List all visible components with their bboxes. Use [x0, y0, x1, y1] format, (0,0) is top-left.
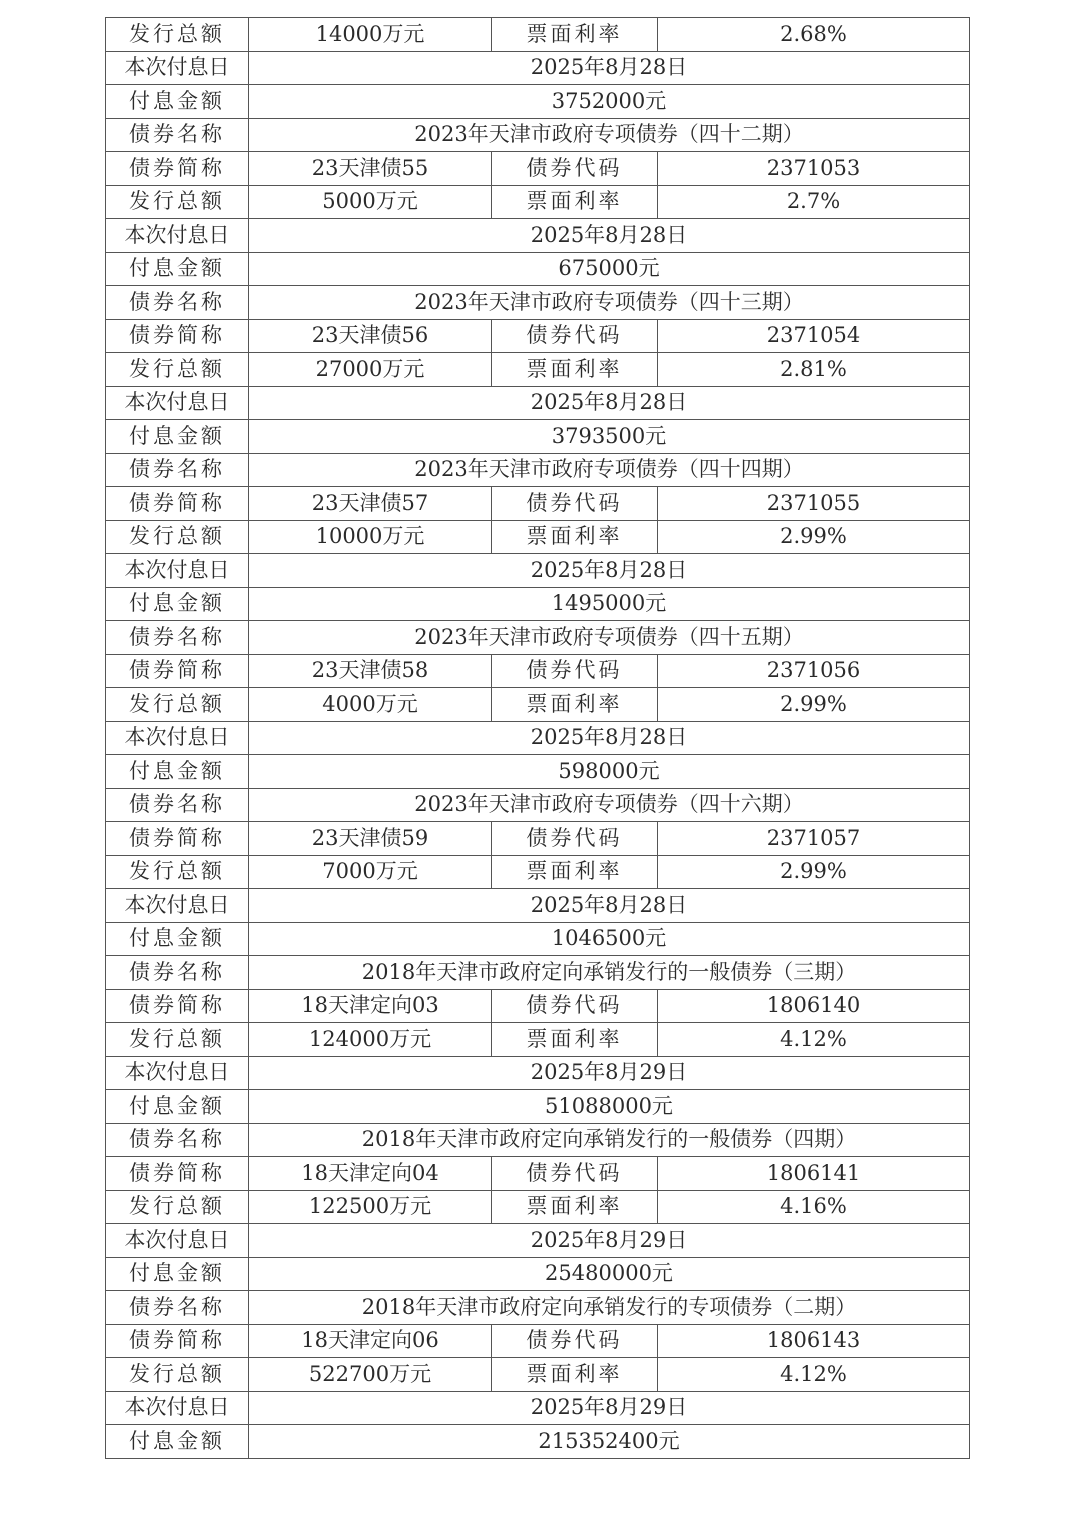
label-name: 债券名称: [106, 118, 249, 152]
label-payment: 付息金额: [106, 1090, 249, 1124]
bond-amount: 10000万元: [249, 520, 492, 554]
label-date: 本次付息日: [106, 219, 249, 253]
table-row-date: [106, 1224, 970, 1258]
table-row-date: [106, 889, 970, 923]
table-row-name: [106, 453, 970, 487]
bond-name: 2018年天津市政府定向承销发行的专项债券（二期）: [249, 1291, 970, 1325]
bond-name: 2023年天津市政府专项债券（四十二期）: [249, 118, 970, 152]
bond-short-name: 18天津定向06: [249, 1324, 492, 1358]
label-rate: 票面利率: [492, 1023, 658, 1057]
table-row-amount: [106, 185, 970, 219]
bond-code: 2371055: [658, 487, 970, 521]
label-date: 本次付息日: [106, 1224, 249, 1258]
table-row-payment: [106, 252, 970, 286]
label-amount: 发行总额: [106, 18, 249, 52]
table-row-name: [106, 621, 970, 655]
table-row-short: [106, 654, 970, 688]
bond-short-name: 23天津债55: [249, 152, 492, 186]
label-name: 债券名称: [106, 621, 249, 655]
table-row-short: [106, 319, 970, 353]
label-rate: 票面利率: [492, 1190, 658, 1224]
table-row-amount: [106, 855, 970, 889]
label-payment: 付息金额: [106, 1425, 249, 1459]
label-rate: 票面利率: [492, 353, 658, 387]
bond-short-name: 23天津债58: [249, 654, 492, 688]
label-payment: 付息金额: [106, 420, 249, 454]
table-row-short: [106, 822, 970, 856]
bond-code: 2371056: [658, 654, 970, 688]
table-row-short: [106, 152, 970, 186]
table-row-date: [106, 1391, 970, 1425]
label-date: 本次付息日: [106, 51, 249, 85]
bond-name: 2023年天津市政府专项债券（四十六期）: [249, 788, 970, 822]
bond-payment: 3793500元: [249, 420, 970, 454]
table-row-payment: [106, 755, 970, 789]
label-short: 债券简称: [106, 319, 249, 353]
bond-date: 2025年8月28日: [249, 554, 970, 588]
table-row-amount: [106, 1358, 970, 1392]
label-code: 债券代码: [492, 319, 658, 353]
bond-amount: 4000万元: [249, 688, 492, 722]
bond-date: 2025年8月29日: [249, 1056, 970, 1090]
label-code: 债券代码: [492, 822, 658, 856]
bond-short-name: 23天津债59: [249, 822, 492, 856]
label-code: 债券代码: [492, 1157, 658, 1191]
table-row-name: [106, 788, 970, 822]
table-row-amount: [106, 1023, 970, 1057]
label-payment: 付息金额: [106, 1257, 249, 1291]
bond-name: 2023年天津市政府专项债券（四十五期）: [249, 621, 970, 655]
table-row-short: [106, 1157, 970, 1191]
bond-rate: 4.12%: [658, 1023, 970, 1057]
label-payment: 付息金额: [106, 922, 249, 956]
label-code: 债券代码: [492, 487, 658, 521]
bond-code: 2371054: [658, 319, 970, 353]
bond-payment: 675000元: [249, 252, 970, 286]
bond-interest-table: [105, 17, 970, 1459]
bond-amount: 122500万元: [249, 1190, 492, 1224]
bond-short-name: 18天津定向03: [249, 989, 492, 1023]
table-row-date: [106, 386, 970, 420]
bond-code: 2371057: [658, 822, 970, 856]
label-short: 债券简称: [106, 152, 249, 186]
label-rate: 票面利率: [492, 520, 658, 554]
bond-date: 2025年8月28日: [249, 386, 970, 420]
bond-name: 2023年天津市政府专项债券（四十三期）: [249, 286, 970, 320]
label-short: 债券简称: [106, 654, 249, 688]
label-payment: 付息金额: [106, 755, 249, 789]
table-row-short: [106, 487, 970, 521]
label-short: 债券简称: [106, 822, 249, 856]
label-rate: 票面利率: [492, 688, 658, 722]
label-name: 债券名称: [106, 1123, 249, 1157]
bond-short-name: 23天津债57: [249, 487, 492, 521]
bond-date: 2025年8月28日: [249, 51, 970, 85]
label-rate: 票面利率: [492, 185, 658, 219]
bond-payment: 1495000元: [249, 587, 970, 621]
table-row-amount: [106, 1190, 970, 1224]
label-amount: 发行总额: [106, 1023, 249, 1057]
label-name: 债券名称: [106, 1291, 249, 1325]
table-row-name: [106, 1291, 970, 1325]
table-row-payment: [106, 1090, 970, 1124]
label-amount: 发行总额: [106, 520, 249, 554]
label-code: 债券代码: [492, 654, 658, 688]
bond-rate: 2.99%: [658, 520, 970, 554]
label-date: 本次付息日: [106, 1391, 249, 1425]
label-amount: 发行总额: [106, 688, 249, 722]
label-name: 债券名称: [106, 453, 249, 487]
label-amount: 发行总额: [106, 185, 249, 219]
table-row-amount: [106, 353, 970, 387]
label-payment: 付息金额: [106, 85, 249, 119]
label-amount: 发行总额: [106, 855, 249, 889]
table-row-payment: [106, 1257, 970, 1291]
table-row-date: [106, 219, 970, 253]
label-code: 债券代码: [492, 989, 658, 1023]
bond-name: 2018年天津市政府定向承销发行的一般债券（三期）: [249, 956, 970, 990]
table-row-name: [106, 118, 970, 152]
table-row-date: [106, 554, 970, 588]
bond-payment: 25480000元: [249, 1257, 970, 1291]
bond-short-name: 18天津定向04: [249, 1157, 492, 1191]
table-row-name: [106, 956, 970, 990]
bond-rate: 2.7%: [658, 185, 970, 219]
label-amount: 发行总额: [106, 1358, 249, 1392]
table-row-name: [106, 1123, 970, 1157]
bond-amount: 124000万元: [249, 1023, 492, 1057]
table-row-amount: [106, 688, 970, 722]
bond-amount: 522700万元: [249, 1358, 492, 1392]
label-date: 本次付息日: [106, 889, 249, 923]
label-rate: 票面利率: [492, 855, 658, 889]
table-row-short: [106, 1324, 970, 1358]
bond-amount: 27000万元: [249, 353, 492, 387]
label-short: 债券简称: [106, 487, 249, 521]
label-code: 债券代码: [492, 1324, 658, 1358]
label-short: 债券简称: [106, 989, 249, 1023]
table-row-name: [106, 286, 970, 320]
bond-date: 2025年8月28日: [249, 219, 970, 253]
label-short: 债券简称: [106, 1324, 249, 1358]
bond-rate: 4.12%: [658, 1358, 970, 1392]
label-short: 债券简称: [106, 1157, 249, 1191]
bond-date: 2025年8月29日: [249, 1224, 970, 1258]
table-row-payment: [106, 587, 970, 621]
bond-date: 2025年8月28日: [249, 889, 970, 923]
table-row-date: [106, 1056, 970, 1090]
bond-amount: 14000万元: [249, 18, 492, 52]
bond-code: 1806143: [658, 1324, 970, 1358]
bond-payment: 51088000元: [249, 1090, 970, 1124]
label-rate: 票面利率: [492, 18, 658, 52]
bond-payment: 215352400元: [249, 1425, 970, 1459]
bond-code: 1806140: [658, 989, 970, 1023]
bond-code: 1806141: [658, 1157, 970, 1191]
bond-rate: 2.99%: [658, 855, 970, 889]
bond-rate: 2.99%: [658, 688, 970, 722]
bond-payment: 1046500元: [249, 922, 970, 956]
table-row-date: [106, 51, 970, 85]
table-row-amount: [106, 520, 970, 554]
label-date: 本次付息日: [106, 554, 249, 588]
label-amount: 发行总额: [106, 1190, 249, 1224]
bond-date: 2025年8月28日: [249, 721, 970, 755]
label-date: 本次付息日: [106, 386, 249, 420]
bond-rate: 4.16%: [658, 1190, 970, 1224]
label-rate: 票面利率: [492, 1358, 658, 1392]
bond-payment: 598000元: [249, 755, 970, 789]
label-date: 本次付息日: [106, 721, 249, 755]
bond-date: 2025年8月29日: [249, 1391, 970, 1425]
label-name: 债券名称: [106, 956, 249, 990]
label-name: 债券名称: [106, 788, 249, 822]
label-payment: 付息金额: [106, 587, 249, 621]
table-row-amount: [106, 18, 970, 52]
bond-short-name: 23天津债56: [249, 319, 492, 353]
label-payment: 付息金额: [106, 252, 249, 286]
bond-name: 2018年天津市政府定向承销发行的一般债券（四期）: [249, 1123, 970, 1157]
label-amount: 发行总额: [106, 353, 249, 387]
bond-name: 2023年天津市政府专项债券（四十四期）: [249, 453, 970, 487]
label-code: 债券代码: [492, 152, 658, 186]
label-date: 本次付息日: [106, 1056, 249, 1090]
table-row-payment: [106, 85, 970, 119]
table-row-payment: [106, 1425, 970, 1459]
table-row-date: [106, 721, 970, 755]
table-row-short: [106, 989, 970, 1023]
label-name: 债券名称: [106, 286, 249, 320]
bond-code: 2371053: [658, 152, 970, 186]
table-body: [106, 18, 970, 1459]
bond-amount: 7000万元: [249, 855, 492, 889]
bond-rate: 2.68%: [658, 18, 970, 52]
table-row-payment: [106, 922, 970, 956]
bond-amount: 5000万元: [249, 185, 492, 219]
bond-rate: 2.81%: [658, 353, 970, 387]
bond-payment: 3752000元: [249, 85, 970, 119]
table-row-payment: [106, 420, 970, 454]
